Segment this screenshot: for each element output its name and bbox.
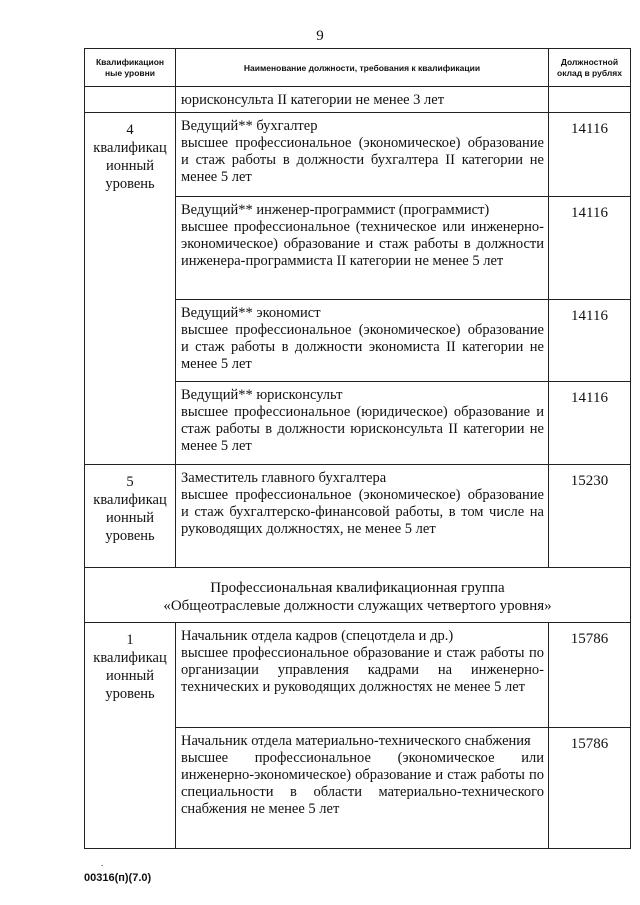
salary-value: 14116: [549, 381, 631, 464]
group-row: [85, 567, 631, 622]
group-heading: Профессиональная квалификационная группа «Общеотраслевые должности служащих четвертого уровня»: [85, 567, 631, 622]
level-4-label: 4 квалификац ионный уровень: [85, 112, 176, 464]
position-title: Ведущий** юрисконсульт: [181, 386, 343, 403]
header-salary: Должностной оклад в рублях: [549, 49, 631, 87]
position-requirements: высшее профессиональное (техническое или инженерно-экономическое) образование и стаж работы в должности инженера-программиста II категории не менее 5 лет: [181, 218, 544, 269]
position-cell: [176, 381, 549, 464]
position-cell: [176, 727, 549, 848]
position-requirements: высшее профессиональное (экономическое или инженерно-экономическое) образование и стаж работы по специальности в области материально-технического снабжения не менее 5 лет: [181, 749, 544, 817]
qualification-table: [84, 48, 631, 849]
position-title: Ведущий** инженер-программист (программист): [181, 201, 490, 218]
footer-dot: .: [101, 858, 104, 868]
continuation-text: юрисконсульта II категории не менее 3 лет: [176, 86, 549, 112]
table-row: [85, 464, 631, 567]
continuation-row: [85, 86, 631, 112]
position-title: Начальник отдела кадров (спецотдела и др.): [181, 627, 454, 644]
table-row: [85, 112, 631, 196]
position-cell: [176, 622, 549, 727]
document-code: 00316(п)(7.0): [84, 872, 152, 884]
position-requirements: высшее профессиональное (экономическое) образование и стаж бухгалтерско-финансовой работы, в том числе на руководящих должностях, не менее 5 лет: [181, 486, 544, 537]
header-level: Квалификацион ные уровни: [85, 49, 176, 87]
salary-value: 14116: [549, 196, 631, 299]
position-title: Ведущий** экономист: [181, 304, 321, 321]
salary-value: 15230: [549, 464, 631, 567]
salary-value: 14116: [549, 112, 631, 196]
position-title: Заместитель главного бухгалтера: [181, 469, 387, 486]
position-title: Начальник отдела материально-технического снабжения: [181, 732, 531, 749]
position-cell: [176, 464, 549, 567]
position-title: Ведущий** бухгалтер: [181, 117, 318, 134]
position-cell: [176, 196, 549, 299]
position-requirements: высшее профессиональное (экономическое) образование и стаж работы в должности бухгалтера II категории не менее 5 лет: [181, 134, 544, 185]
position-requirements: высшее профессиональное (экономическое) образование и стаж работы в должности экономиста II категории не менее 5 лет: [181, 321, 544, 372]
level-1-label: 1 квалификац ионный уровень: [85, 622, 176, 848]
header-position: Наименование должности, требования к квалификации: [176, 49, 549, 87]
salary-value: 15786: [549, 622, 631, 727]
position-requirements: высшее профессиональное (юридическое) образование и стаж работы в должности юрисконсульта II категории не менее 5 лет: [181, 403, 544, 454]
position-requirements: высшее профессиональное образование и стаж работы по организации управления кадрами на инженерно-технических и руководящих должностях не менее 5 лет: [181, 644, 544, 695]
position-cell: [176, 112, 549, 196]
level-5-label: 5 квалификац ионный уровень: [85, 464, 176, 567]
salary-value: 14116: [549, 299, 631, 381]
salary-value: 15786: [549, 727, 631, 848]
table-row: [85, 622, 631, 727]
position-cell: [176, 299, 549, 381]
page-number: 9: [316, 28, 324, 44]
table-header-row: [85, 49, 631, 87]
